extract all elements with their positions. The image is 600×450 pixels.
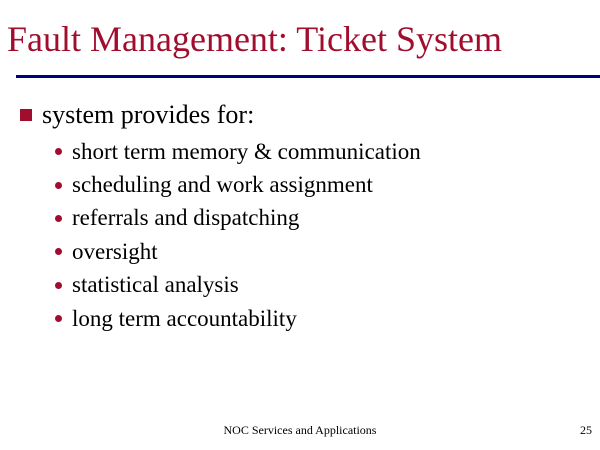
square-bullet-icon <box>20 109 32 121</box>
list-item-text: referrals and dispatching <box>72 205 300 231</box>
list-item <box>55 202 421 235</box>
list-item <box>55 168 421 201</box>
list-item-text: oversight <box>72 238 158 264</box>
dot-bullet-icon <box>55 315 62 322</box>
list-item <box>55 269 421 302</box>
slide-title: Fault Management: Ticket System <box>7 19 502 59</box>
dot-bullet-icon <box>55 248 62 255</box>
dot-bullet-icon <box>55 282 62 289</box>
title-divider <box>16 75 600 78</box>
list-item <box>55 135 421 168</box>
list-item <box>55 235 421 268</box>
dot-bullet-icon <box>55 148 62 155</box>
dot-bullet-icon <box>55 182 62 189</box>
list-item-text: scheduling and work assignment <box>72 172 373 198</box>
list-heading: system provides for: <box>42 100 255 129</box>
page-number: 25 <box>580 423 592 437</box>
bullet-list <box>55 135 421 335</box>
dot-bullet-icon <box>55 215 62 222</box>
footer-title: NOC Services and Applications <box>223 423 377 437</box>
list-item-text: short term memory & communication <box>72 138 421 164</box>
list-item <box>55 302 421 335</box>
list-item-level1 <box>20 100 254 130</box>
list-item-text: long term accountability <box>72 305 297 331</box>
list-item-text: statistical analysis <box>72 272 239 298</box>
